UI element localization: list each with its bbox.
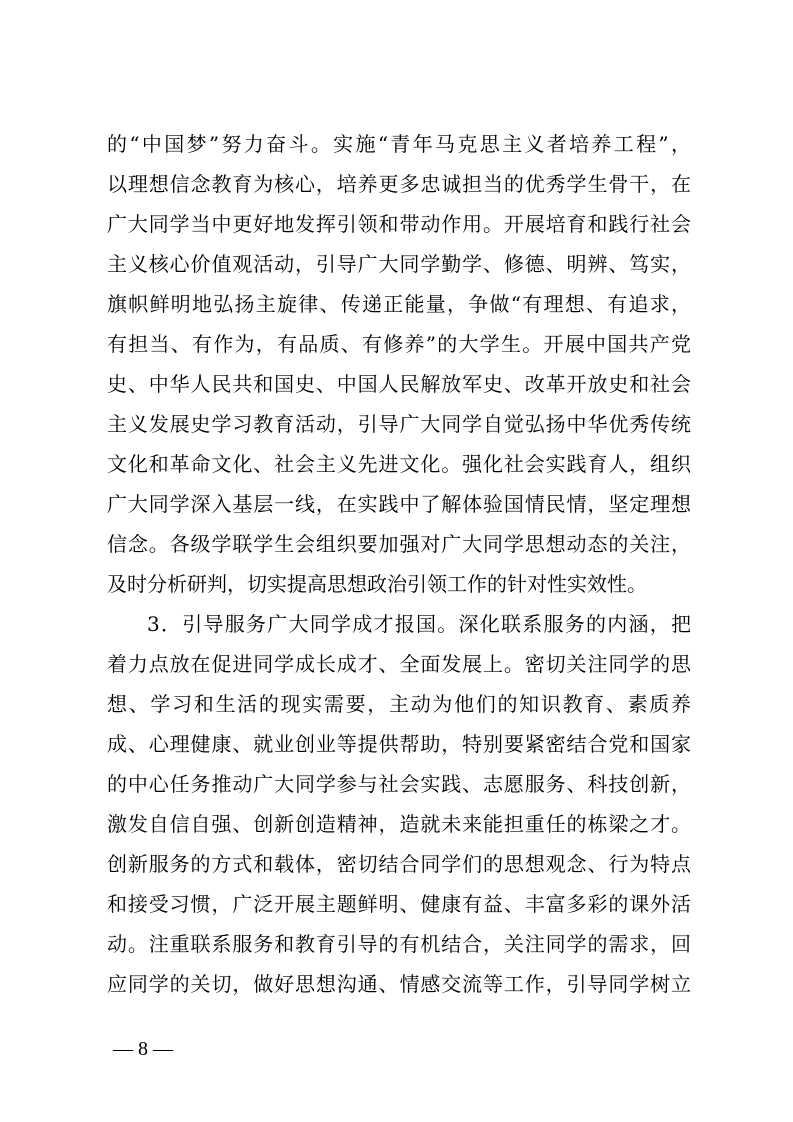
text-line-19: 创新服务的方式和载体，密切结合同学们的思想观念、行为特点: [107, 852, 691, 876]
text-line-4: 主义核心价值观活动，引导广大同学勤学、修德、明辨、笃实，: [107, 252, 691, 276]
text-line-3: 广大同学当中更好地发挥引领和带动作用。开展培育和践行社会: [107, 212, 691, 236]
text-line-18: 激发自信自强、创新创造精神，造就未来能担重任的栋梁之才。: [107, 812, 691, 836]
paragraph-heading-3: 3．引导服务广大同学成才报国。深化联系服务的内涵，把: [147, 612, 691, 636]
text-line-8: 主义发展史学习教育活动，引导广大同学自觉弘扬中华优秀传统: [107, 412, 691, 436]
text-line-15: 想、学习和生活的现实需要，主动为他们的知识教育、素质养: [107, 692, 691, 716]
text-line-16: 成、心理健康、就业创业等提供帮助，特别要紧密结合党和国家: [107, 732, 691, 756]
text-line-17: 的中心任务推动广大同学参与社会实践、志愿服务、科技创新，: [107, 772, 691, 796]
text-line-12: 及时分析研判，切实提高思想政治引领工作的针对性实效性。: [107, 572, 647, 596]
text-line-10: 广大同学深入基层一线，在实践中了解体验国情民情，坚定理想: [107, 492, 691, 516]
text-line-11: 信念。各级学联学生会组织要加强对广大同学思想动态的关注，: [107, 532, 691, 556]
text-line-5: 旗帜鲜明地弘扬主旋律、传递正能量，争做“有理想、有追求，: [107, 292, 691, 316]
text-line-22: 应同学的关切，做好思想沟通、情感交流等工作，引导同学树立: [107, 972, 691, 996]
text-line-21: 动。注重联系服务和教育引导的有机结合，关注同学的需求，回: [107, 932, 691, 956]
text-line-9: 文化和革命文化、社会主义先进文化。强化社会实践育人，组织: [107, 452, 691, 476]
text-line-2: 以理想信念教育为核心，培养更多忠诚担当的优秀学生骨干，在: [107, 172, 691, 196]
page-number: — 8 —: [113, 1038, 173, 1060]
text-line-6: 有担当、有作为，有品质、有修养”的大学生。开展中国共产党: [107, 332, 691, 356]
text-line-20: 和接受习惯，广泛开展主题鲜明、健康有益、丰富多彩的课外活: [107, 892, 691, 916]
text-line-7: 史、中华人民共和国史、中国人民解放军史、改革开放史和社会: [107, 372, 691, 396]
text-line-14: 着力点放在促进同学成长成才、全面发展上。密切关注同学的思: [107, 652, 691, 676]
text-line-1: 的“中国梦”努力奋斗。实施“青年马克思主义者培养工程”，: [107, 132, 691, 156]
